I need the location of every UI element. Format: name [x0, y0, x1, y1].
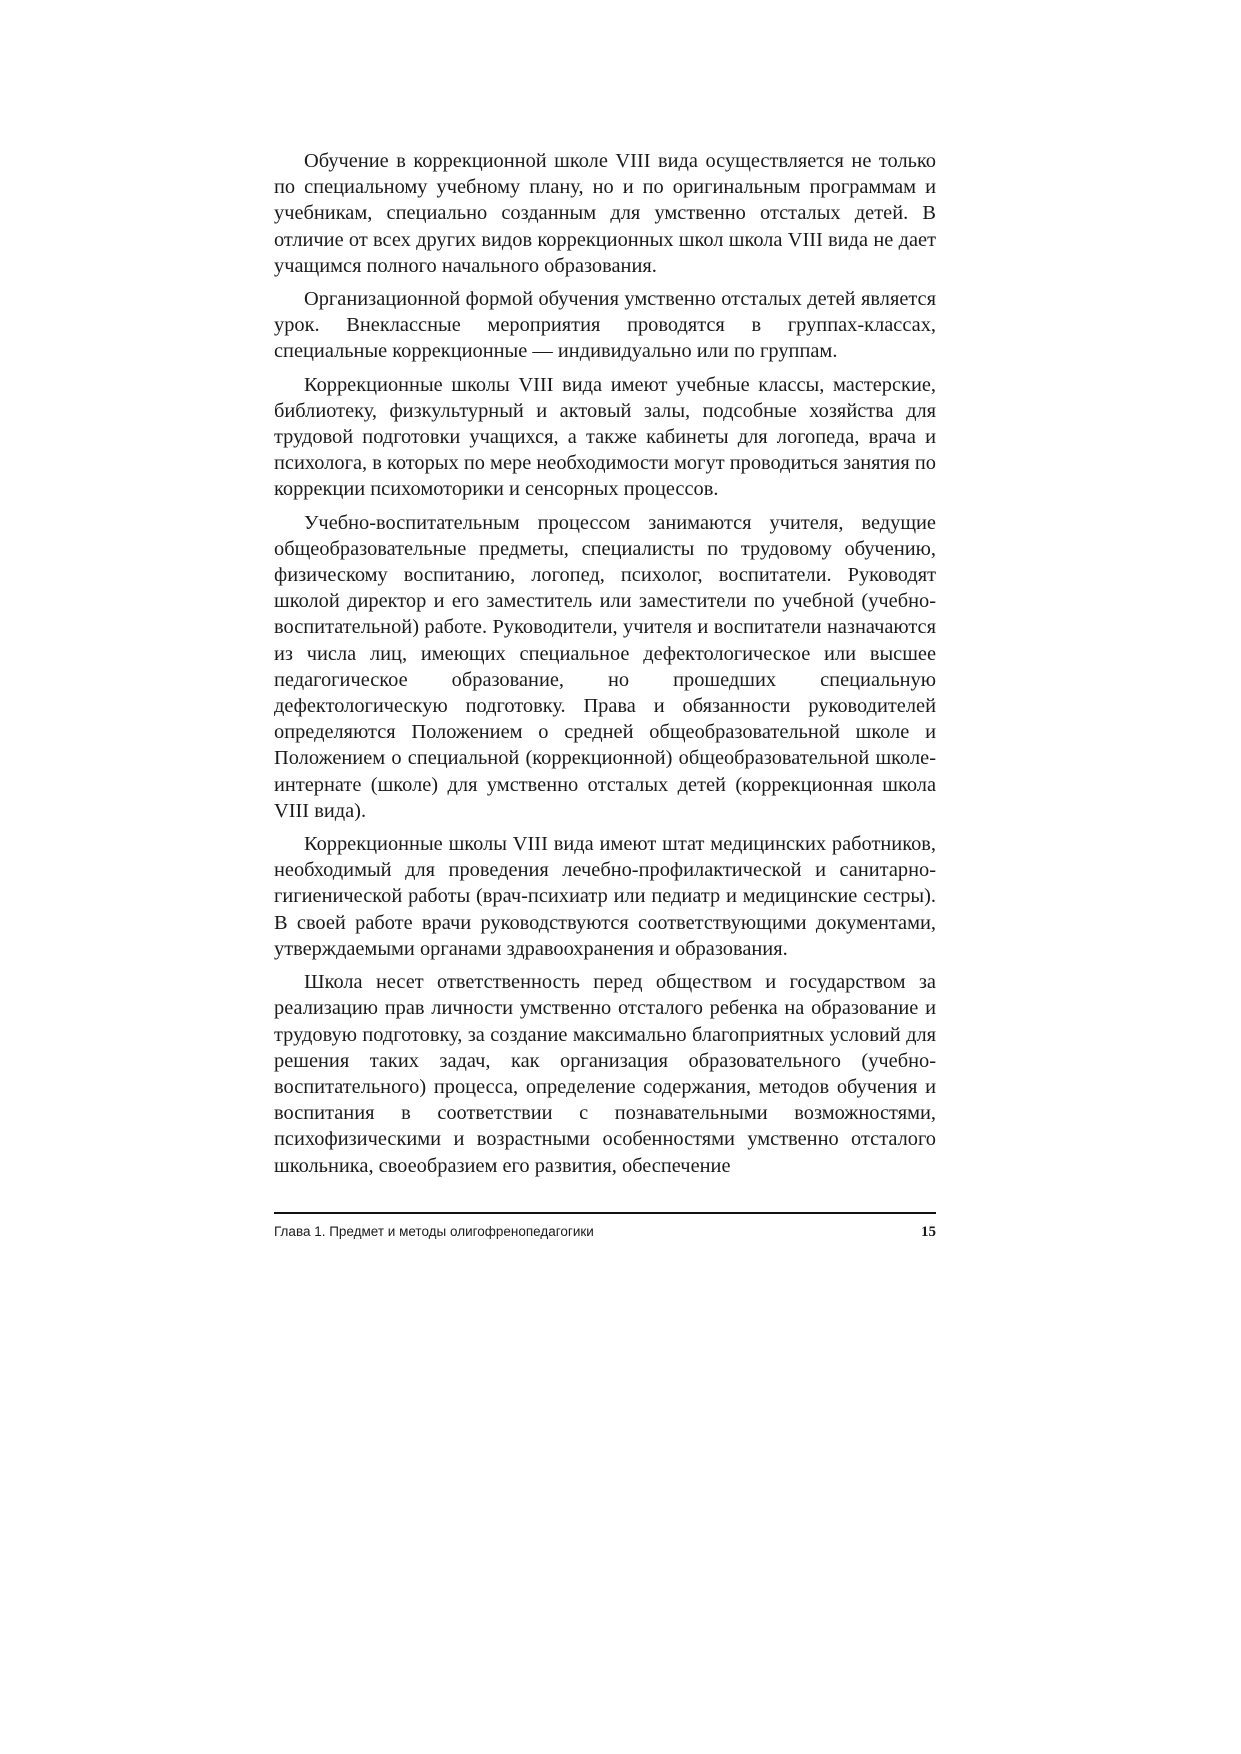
page-number: 15 — [921, 1224, 936, 1240]
paragraph-4: Учебно-воспитательным процессом занимаются учителя, ведущие общеобразовательные предметы, специалисты по трудовому обучению, физическому воспитанию, логопед, психолог, воспитатели. Руководят школой директор и его заместитель или заместители по учебной (учебно-воспитательной) работе. Руководители, учителя и воспитатели назначаются из числа лиц, имеющих специальное дефектологическое или высшее педагогическое образование, но прошедших специальную дефектологическую подготовку. Права и обязанности руководителей определяются Положением о средней общеобразовательной школе и Положением о специальной (коррекционной) общеобразовательной школе-интернате (школе) для умственно отсталых детей (коррекционная школа VIII вида). — [274, 511, 936, 822]
running-footer-chapter: Глава 1. Предмет и методы олигофренопедагогики — [274, 1224, 594, 1239]
paragraph-1: Обучение в коррекционной школе VIII вида осуществляется не только по специальному учебному плану, но и по оригинальным программам и учебникам, специально созданным для умственно отсталых детей. В отличие от всех других видов коррекционных школ школа VIII вида не дает учащимся полного начального образования. — [274, 150, 936, 277]
footer-divider — [274, 1212, 936, 1214]
paragraph-2: Организационной формой обучения умственно отсталых детей является урок. Внеклассные мероприятия проводятся в группах-классах, специальные коррекционные — индивидуально или по группам. — [274, 288, 936, 363]
body-text — [274, 148, 936, 1186]
paragraph-6: Школа несет ответственность перед обществом и государством за реализацию прав личности умственно отсталого ребенка на образование и трудовую подготовку, за создание максимально благоприятных условий для решения таких задач, как организация образовательного (учебно-воспитательного) процесса, определение содержания, методов обучения и воспитания в соответствии с познавательными возможностями, психофизическими и возрастными особенностями умственно отсталого школьника, своеобразием его развития, обеспечение — [274, 971, 936, 1177]
page-footer — [274, 1224, 936, 1241]
paragraph-5: Коррекционные школы VIII вида имеют штат медицинских работников, необходимый для проведения лечебно-профилактической и санитарно-гигиенической работы (врач-психиатр или педиатр и медицинские сестры). В своей работе врачи руководствуются соответствующими документами, утверждаемыми органами здравоохранения и образования. — [274, 833, 936, 960]
paragraph-3: Коррекционные школы VIII вида имеют учебные классы, мастерские, библиотеку, физкультурный и актовый залы, подсобные хозяйства для трудовой подготовки учащихся, а также кабинеты для логопеда, врача и психолога, в которых по мере необходимости могут проводиться занятия по коррекции психомоторики и сенсорных процессов. — [274, 373, 936, 501]
